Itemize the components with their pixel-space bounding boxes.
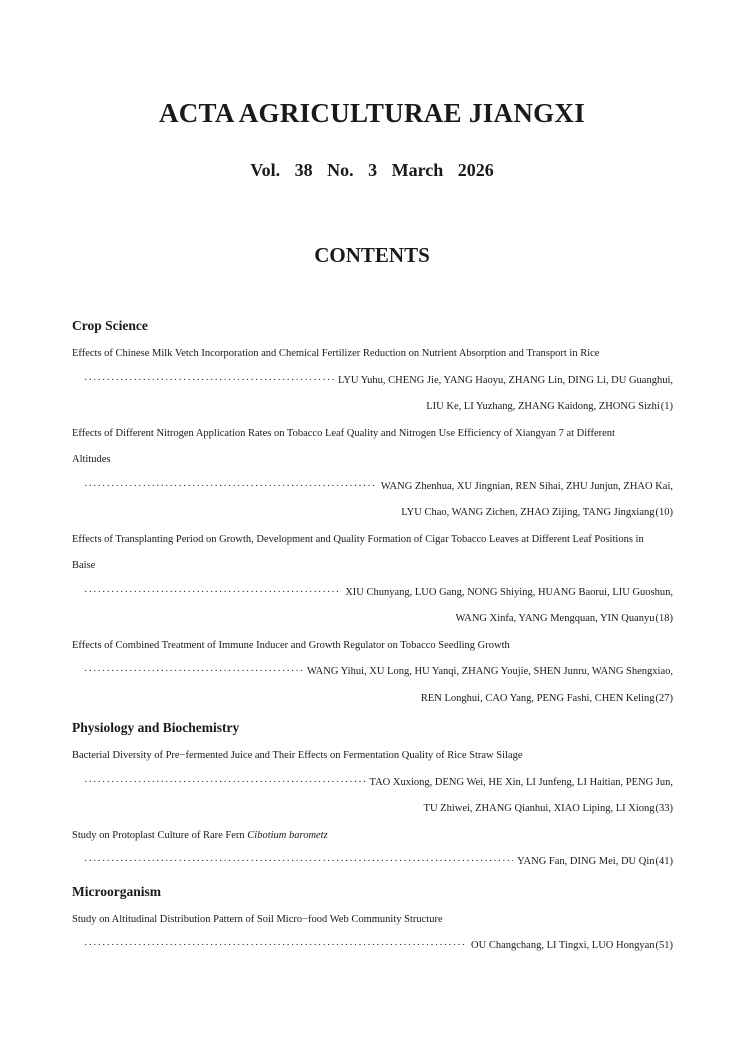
issue-number: No. 3 xyxy=(327,160,378,180)
authors: LYU Yuhu, CHENG Jie, YANG Haoyu, ZHANG Lin, DING Li, DU Guanghui, xyxy=(337,374,673,386)
section-title: Physiology and Biochemistry xyxy=(72,720,240,735)
page-number: (41) xyxy=(655,856,673,867)
section-title: Microorganism xyxy=(72,883,161,899)
page-number: (27) xyxy=(655,692,673,704)
author-line xyxy=(72,770,673,797)
authors: TAO Xuxiong, DENG Wei, HE Xin, LI Junfeng, LI Haitian, PENG Jun, xyxy=(369,776,673,788)
dot-leader xyxy=(84,659,303,686)
author-line-continued xyxy=(72,394,673,421)
article-title: Effects of Combined Treatment of Immune Inducer and Growth Regulator on Tobacco Seedling Growth xyxy=(72,639,510,651)
authors: WANG Yihui, XU Long, HU Yanqi, ZHANG Youjie, SHEN Junru, WANG Shengxiao, xyxy=(306,666,673,677)
author-line xyxy=(72,933,673,960)
author-line xyxy=(72,474,673,501)
article-title: Effects of Transplanting Period on Growth, Development and Quality Formation of Cigar Tobacco Leaves at Different Leaf Positions in xyxy=(72,533,644,545)
section-title: Crop Science xyxy=(72,318,148,333)
page-number: (51) xyxy=(655,940,673,951)
page-number: (10) xyxy=(655,507,673,518)
section-crop-science xyxy=(72,310,673,712)
volume: Vol. 38 xyxy=(250,160,313,180)
article-title-continued: Baise xyxy=(72,560,96,571)
issue-line xyxy=(0,160,744,181)
author-line-continued xyxy=(72,796,673,823)
authors: WANG Xinfa, YANG Mengquan, YIN Quanyu xyxy=(455,613,655,624)
author-line-continued xyxy=(72,686,673,713)
dot-leader xyxy=(84,580,341,607)
article-title: Effects of Different Nitrogen Application Rates on Tobacco Leaf Quality and Nitrogen Use Efficiency of Xiangyan 7 at Different xyxy=(72,427,615,439)
article-title-continued: Altitudes xyxy=(72,454,111,465)
dot-leader xyxy=(84,849,513,876)
toc-entry[interactable] xyxy=(72,633,673,713)
article-title: Study on Altitudinal Distribution Pattern of Soil Micro−food Web Community Structure xyxy=(72,913,443,925)
authors: XIU Chunyang, LUO Gang, NONG Shiying, HUANG Baorui, LIU Guoshun, xyxy=(345,586,673,598)
toc-entry[interactable] xyxy=(72,743,673,823)
author-line xyxy=(72,659,673,686)
author-line-continued xyxy=(72,606,673,633)
page-number: (1) xyxy=(660,401,673,412)
article-title: Effects of Chinese Milk Vetch Incorporation and Chemical Fertilizer Reduction on Nutrient Absorption and Transport in Rice xyxy=(72,348,600,359)
species-name: Cibotium barometz xyxy=(247,829,328,841)
authors: LYU Chao, WANG Zichen, ZHAO Zijing, TANG Jingxiang xyxy=(401,507,655,518)
toc-entry[interactable] xyxy=(72,527,673,633)
authors: REN Longhui, CAO Yang, PENG Fashi, CHEN Keling xyxy=(420,692,655,704)
authors: LIU Ke, LI Yuzhang, ZHANG Kaidong, ZHONG Sizhi xyxy=(426,401,660,412)
page-number: (33) xyxy=(655,803,673,814)
journal-title: ACTA AGRICULTURAE JIANGXI xyxy=(158,98,586,128)
dot-leader xyxy=(84,474,377,501)
section-microorganism xyxy=(72,876,673,960)
author-line-continued xyxy=(72,500,673,527)
author-line xyxy=(72,849,673,876)
authors: OU Changchang, LI Tingxi, LUO Hongyan xyxy=(471,940,655,951)
dot-leader xyxy=(84,933,467,960)
toc-entry[interactable] xyxy=(72,341,673,421)
issue-month: March xyxy=(391,160,444,180)
authors: WANG Zhenhua, XU Jingnian, REN Sihai, ZHU Junjun, ZHAO Kai, xyxy=(380,480,673,492)
authors: YANG Fan, DING Mei, DU Qin xyxy=(517,856,655,867)
issue-year: 2026 xyxy=(457,160,494,180)
dot-leader xyxy=(84,368,334,395)
section-physiology-biochemistry xyxy=(72,712,673,876)
toc-entry[interactable] xyxy=(72,421,673,527)
page-number: (18) xyxy=(655,613,673,624)
article-title-text: Study on Protoplast Culture of Rare Fern xyxy=(72,829,248,841)
article-title xyxy=(72,823,673,850)
authors: TU Zhiwei, ZHANG Qianhui, XIAO Liping, LI Xiong xyxy=(423,803,655,814)
toc-entry[interactable] xyxy=(72,907,673,960)
dot-leader xyxy=(84,770,366,797)
table-of-contents xyxy=(72,310,673,960)
contents-heading: CONTENTS xyxy=(314,243,430,267)
article-title: Bacterial Diversity of Pre−fermented Juice and Their Effects on Fermentation Quality of Rice Straw Silage xyxy=(72,750,523,761)
toc-entry[interactable] xyxy=(72,823,673,876)
author-line xyxy=(72,368,673,395)
author-line xyxy=(72,580,673,607)
